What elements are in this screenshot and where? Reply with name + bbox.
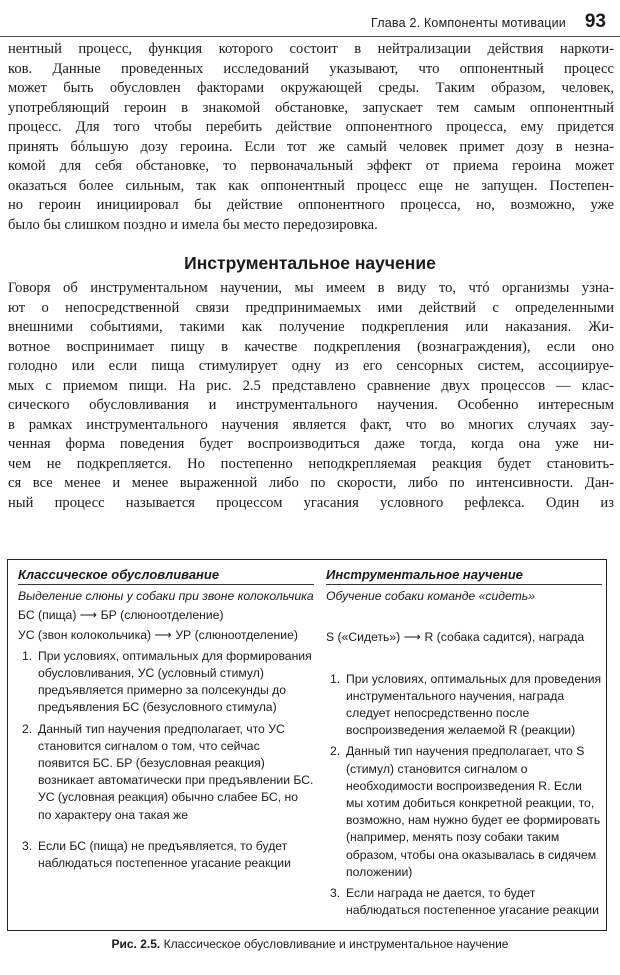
- running-header: [0, 8, 620, 37]
- step-text: Данный тип научения предполагает, что УС становится сигналом о том, что сейчас появится БС. БР (безусловная реакция) возникает автоматически при предъявлении БС. УС (условная реакция) обычно слабее БС, но по характеру она такая же: [38, 721, 314, 822]
- formula-s-r: [326, 629, 602, 646]
- text-line: мых с приемом пищи. На рис. 2.5 представлено сравнение двух процессов — клас-: [8, 377, 614, 394]
- column-subtitle: Обучение собаки команде «сидеть»: [326, 589, 535, 604]
- text-line: ков. Данные проведенных исследований указывают, что оппонентный процесс: [8, 60, 614, 77]
- formula-rhs: БР (слюноотделение): [100, 608, 224, 623]
- caption-label: Рис. 2.5.: [111, 937, 161, 951]
- arrow-icon: ⟶: [79, 608, 98, 623]
- arrow-icon: ⟶: [154, 627, 172, 642]
- step-text: Данный тип научения предполагает, что S (стимул) становится сигналом о необходимости воспроизведения R. Если мы хотим добиться конкретной реакции, то, возможно, нам нужно будет ее формировать (например, менять позу собаки таким образом, чтобы она оказывалась в сидячем положении): [346, 744, 601, 879]
- list-item: [18, 721, 314, 824]
- step-number: 1.: [22, 648, 33, 663]
- text-line: комой для себя обстановке, то первоначальный эффект от приема героина может: [8, 158, 614, 175]
- figure-caption: [0, 937, 620, 951]
- text-line: внешними событиями, такими как получение подкрепления или наказания. Жи-: [8, 319, 614, 336]
- page-number: 93: [584, 11, 606, 32]
- text-line: но героин инициировал бы действие оппонентного процесса, но, возможно, уже: [8, 197, 614, 214]
- list-item: [18, 838, 314, 872]
- text-line: вотное воспринимает пищу в качестве подкрепления (вознаграждения), если оно: [8, 338, 614, 355]
- text-line: ют о непосредственной связи предпринимаемых ими действий с определенными: [8, 299, 614, 316]
- text-line: принять бóльшую дозу героина. Если тот же самый человек примет дозу в незна-: [8, 138, 614, 155]
- section-heading: Инструментальное научение: [184, 253, 436, 273]
- classical-conditioning-column: [18, 566, 314, 876]
- text-line: Говоря об инструментальном научении, мы имеем в виду то, чтó организмы узна-: [8, 280, 614, 296]
- step-text: Если БС (пища) не предъявляется, то будет наблюдаться постепенное угасание реакции: [38, 838, 291, 871]
- text-line: в рамках инструментального научения является факт, что во многих случаях зау-: [8, 416, 614, 433]
- column-title: Инструментальное научение: [326, 566, 602, 585]
- step-text: При условиях, оптимальных для формирования обусловливания, УС (условный стимул) предъявляется примерно за полсекунды до предъявления БС (безусловного стимула): [38, 648, 312, 715]
- formula-lhs: УС (звон колокольчика): [18, 627, 152, 642]
- text-line: ный процесс называется процессом угасания условного рефлекса. Один из: [8, 495, 614, 512]
- text-line: ся все менее и менее выраженной либо по скорости, либо по интенсивности. Дан-: [8, 475, 614, 492]
- formula-lhs: БС (пища): [18, 608, 77, 623]
- step-list: [18, 648, 314, 872]
- step-text: При условиях, оптимальных для проведения инструментального научения, награда следует непосредственно после воспроизведения желаемой R (реакции): [346, 671, 602, 738]
- text-line: ченная форма поведения будет воспроизводиться даже тогда, когда она уже ни-: [8, 436, 614, 453]
- formula-rhs: УР (слюноотделение): [175, 627, 298, 642]
- list-item: [326, 743, 602, 881]
- step-number: 2.: [330, 744, 341, 759]
- formula-cs-cr: [18, 627, 314, 644]
- text-line: процесс. Для того чтобы перебить действие оппонентного процесса, ему придется: [8, 119, 614, 136]
- text-line: употребляющий героин в знакомой обстановке, запускает тем самым оппонентный: [8, 99, 614, 116]
- column-title: Классическое обусловливание: [18, 566, 314, 585]
- formula-lhs: S («Сидеть»): [326, 630, 401, 645]
- running-title: Глава 2. Компоненты мотивации: [371, 16, 566, 30]
- list-item: [18, 648, 314, 717]
- instrumental-learning-column: [326, 566, 602, 923]
- text-line: может быть обусловлен факторами окружающей среды. Таким образом, человек,: [8, 80, 614, 97]
- step-number: 3.: [22, 838, 33, 853]
- step-number: 3.: [330, 886, 341, 901]
- list-item: [326, 671, 602, 740]
- step-number: 1.: [330, 671, 341, 686]
- figure-comparison-box: [7, 559, 607, 931]
- text-line: чем не подкрепляется. Но постепенно неподкрепляемая реакция будет становить-: [8, 455, 614, 472]
- arrow-icon: ⟶: [403, 630, 422, 645]
- text-line: было бы слишком поздно и имела бы место передозировка.: [8, 216, 378, 233]
- formula-us-ur: [18, 607, 314, 624]
- step-text: Если награда не дается, то будет наблюдаться постепенное угасание реакции: [346, 886, 599, 918]
- caption-text: Классическое обусловливание и инструментальное научение: [163, 937, 509, 951]
- text-line: оказаться более сильным, так как оппонентный процесс еще не запущен. Постепен-: [8, 177, 614, 194]
- list-item: [326, 885, 602, 919]
- formula-rhs: R (собака садится), награда: [424, 630, 585, 645]
- text-line: нентный процесс, функция которого состоит в нейтрализации действия наркоти-: [8, 41, 614, 57]
- step-list: [326, 671, 602, 920]
- paragraph-instrumental-learning: [8, 279, 614, 514]
- column-subtitle: Выделение слюны у собаки при звоне колокольчика: [18, 589, 314, 604]
- paragraph-opponent-process: [8, 40, 614, 235]
- step-number: 2.: [22, 721, 33, 736]
- text-line: сического обусловливания и инструментального научения. Особенно интересным: [8, 397, 614, 414]
- text-line: голодно или если пища стимулирует одну из его сенсорных систем, ассоциируе-: [8, 358, 614, 375]
